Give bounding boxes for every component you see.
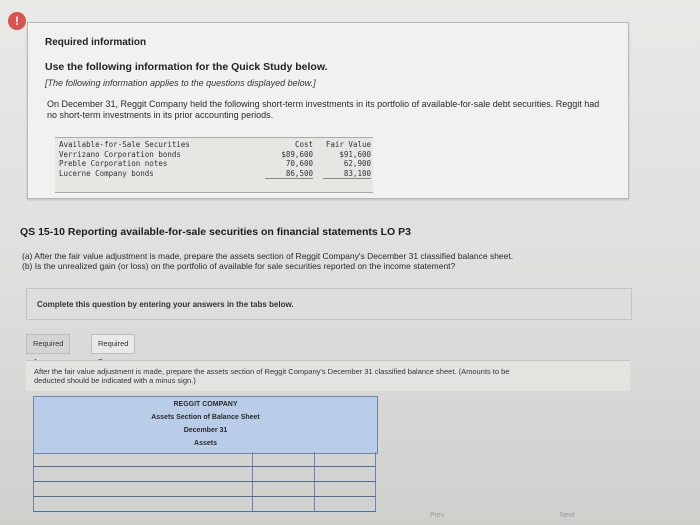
question-part-b: (b) Is the unrealized gain (or loss) on the portfolio of available for sale securities reported on the income statement? bbox=[22, 261, 456, 271]
prev-button[interactable]: Prev bbox=[430, 512, 445, 519]
next-button[interactable]: Next bbox=[560, 512, 575, 519]
scenario-description: On December 31, Reggit Company held the following short-term investments in its portfolio of available-for-sale debt securities. Reggit had no short-term investments in its prior accounting periods. bbox=[47, 99, 600, 120]
balance-sheet-title: Assets Section of Balance Sheet bbox=[151, 414, 260, 421]
securities-row-fair-value: 83,100 bbox=[323, 169, 371, 180]
line-item-input[interactable] bbox=[33, 452, 253, 466]
balance-sheet-header bbox=[33, 396, 378, 454]
amount-input[interactable] bbox=[252, 467, 315, 481]
tab-required-b[interactable]: Required bbox=[91, 334, 135, 354]
securities-row-name: Verrizano Corporation bonds bbox=[59, 149, 181, 159]
required-information-panel bbox=[27, 22, 629, 199]
complete-instructions-banner bbox=[26, 288, 632, 320]
table-row bbox=[33, 482, 376, 497]
amount-input[interactable] bbox=[252, 482, 315, 496]
tab-instruction-panel bbox=[26, 360, 630, 391]
complete-instructions-text: Complete this question by entering your answers in the tabs below. bbox=[37, 300, 294, 309]
line-item-input[interactable] bbox=[33, 497, 253, 511]
table-row bbox=[33, 452, 376, 467]
total-input[interactable] bbox=[315, 452, 376, 466]
securities-fair-value-column bbox=[323, 140, 371, 179]
securities-name-column bbox=[59, 140, 190, 178]
securities-row-name: Preble Corporation notes bbox=[59, 159, 168, 168]
tab-required-a[interactable]: Required bbox=[26, 334, 70, 354]
total-input[interactable] bbox=[315, 482, 376, 496]
balance-sheet-company: REGGIT COMPANY bbox=[173, 401, 238, 408]
securities-header-fair-value: Fair Value bbox=[325, 140, 371, 149]
amount-input[interactable] bbox=[252, 452, 315, 466]
total-input[interactable] bbox=[315, 497, 376, 511]
table-row bbox=[33, 467, 376, 482]
securities-row-cost: 86,500 bbox=[265, 169, 313, 180]
question-title: QS 15-10 Reporting available-for-sale securities on financial statements LO P3 bbox=[20, 226, 411, 238]
balance-sheet-grid bbox=[33, 452, 376, 512]
securities-table bbox=[55, 137, 373, 193]
amount-input[interactable] bbox=[252, 497, 315, 511]
use-following-heading: Use the following information for the Quick Study below. bbox=[45, 61, 328, 73]
securities-row-cost: 70,600 bbox=[285, 159, 313, 168]
securities-header-cost: Cost bbox=[294, 140, 313, 149]
tab-instruction-text: After the fair value adjustment is made, prepare the assets section of Reggit Company's December 31 classified balance sheet. (Amounts to be deducted should be indicated with a minus sign.) bbox=[34, 367, 510, 385]
securities-row-fair-value: $91,600 bbox=[339, 149, 371, 159]
balance-sheet-date: December 31 bbox=[183, 427, 228, 434]
line-item-input[interactable] bbox=[33, 467, 253, 481]
securities-row-name: Lucerne Company bonds bbox=[59, 168, 154, 178]
line-item-input[interactable] bbox=[33, 482, 253, 496]
applies-note: [The following information applies to the questions displayed below.] bbox=[45, 78, 316, 88]
securities-cost-column bbox=[265, 140, 313, 179]
table-row bbox=[33, 497, 376, 512]
question-parts bbox=[22, 251, 672, 271]
securities-header-name: Available-for-Sale Securities bbox=[59, 140, 190, 149]
question-part-a: (a) After the fair value adjustment is made, prepare the assets section of Reggit Company's December 31 classified balance sheet. bbox=[22, 251, 514, 261]
securities-row-cost: $89,600 bbox=[281, 149, 313, 159]
securities-row-fair-value: 62,900 bbox=[343, 159, 371, 168]
balance-sheet-section: Assets bbox=[194, 440, 217, 447]
alert-icon: ! bbox=[8, 12, 26, 30]
total-input[interactable] bbox=[315, 467, 376, 481]
required-information-title: Required information bbox=[45, 37, 147, 48]
